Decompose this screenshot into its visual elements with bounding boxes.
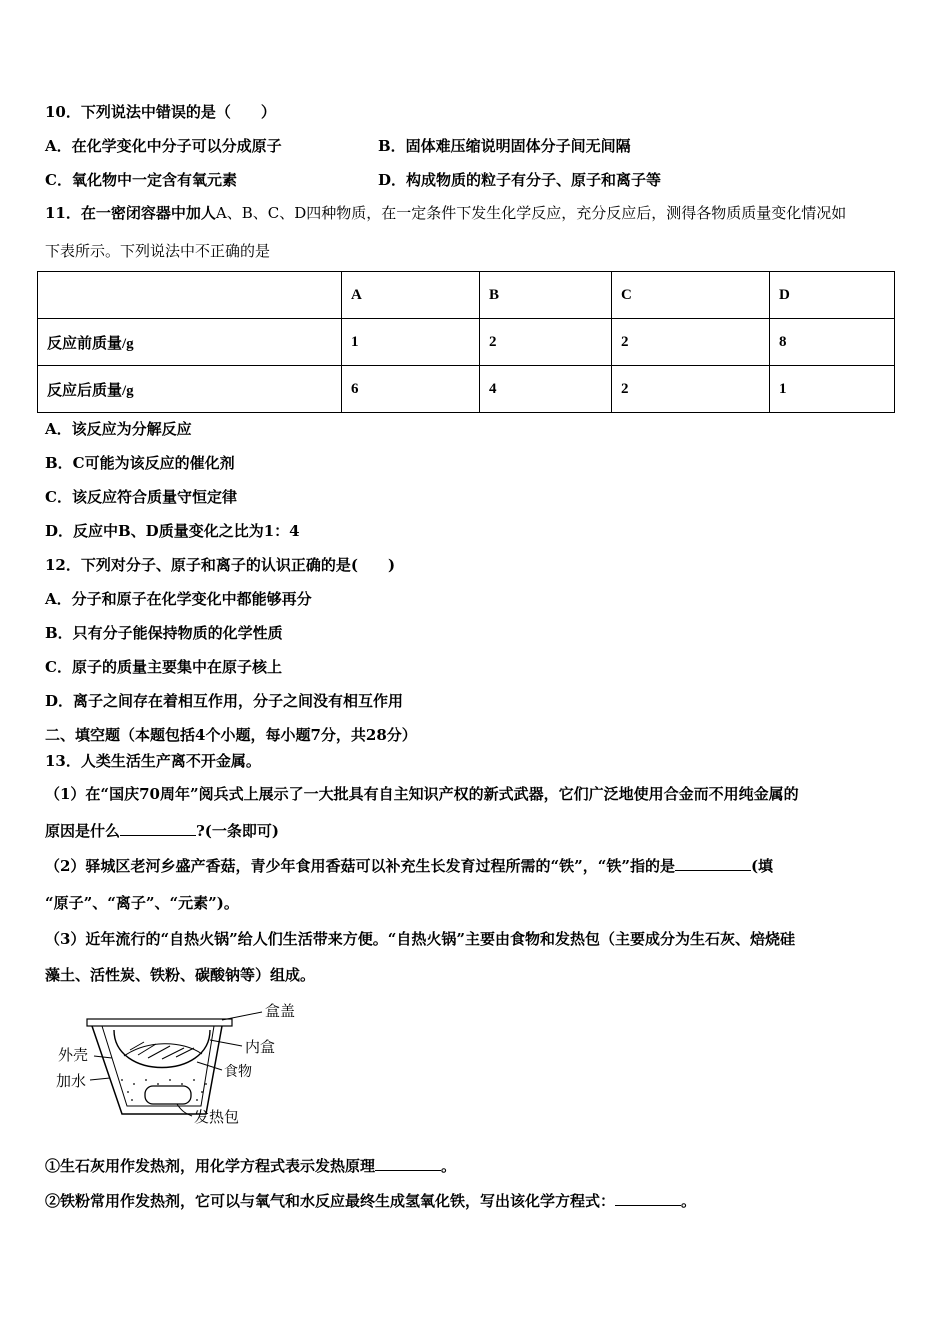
table-cell: 2 (480, 319, 612, 366)
q13-sub1-suffix: 。 (441, 1157, 457, 1175)
answer-blank[interactable] (120, 821, 196, 836)
food-shape (124, 1042, 202, 1059)
inner-box-shape (114, 1030, 210, 1068)
q10-option-b: B．固体难压缩说明固体分子间无间隔 (378, 137, 631, 155)
table-cell: 6 (342, 366, 480, 413)
q12-option-c: C．原子的质量主要集中在原子核上 (45, 658, 282, 676)
table-cell: 2 (612, 319, 770, 366)
q11-stem-number: 11．在一密闭容器中加人 (45, 204, 216, 222)
q13-part1-text: 原因是什么 (45, 822, 121, 840)
q13-part1-line2 (45, 821, 279, 841)
q13-sub1 (45, 1156, 456, 1176)
table-header-d: D (770, 272, 895, 319)
q11-stem-text: A、B、C、D四种物质，在一定条件下发生化学反应，充分反应后，测得各物质质量变化情况如 (215, 204, 847, 222)
q12-option-d: D．离子之间存在着相互作用，分子之间没有相互作用 (45, 692, 404, 710)
q13-stem: 13．人类生活生产离不开金属。 (45, 752, 261, 770)
q10-stem: 10．下列说法中错误的是（ ） (45, 103, 276, 121)
q12-option-b: B．只有分子能保持物质的化学性质 (45, 624, 283, 642)
table-cell (38, 272, 342, 319)
q11-stem-line1 (45, 203, 846, 223)
table-row (38, 366, 895, 413)
q11-stem-line2: 下表所示。下列说法中不正确的是 (45, 242, 271, 260)
table-header-row (38, 272, 895, 319)
label-outer-shell: 外壳 (58, 1046, 89, 1064)
label-lid: 盒盖 (265, 1002, 296, 1020)
table-header-b: B (480, 272, 612, 319)
heating-pack-shape (145, 1086, 191, 1104)
q13-part1-line1: （1）在“国庆70周年”阅兵式上展示了一大批具有自主知识产权的新式武器，它们广泛地使用合金而不用纯金属的 (45, 785, 799, 803)
label-water: 加水 (56, 1072, 87, 1090)
section-title: 二、填空题（本题包括4个小题，每小题7分，共28分） (45, 726, 417, 744)
q12-option-a: A．分子和原子在化学变化中都能够再分 (45, 590, 312, 608)
q13-sub2 (45, 1191, 696, 1211)
self-heating-pot-diagram (52, 1000, 312, 1130)
q13-part3-line2: 藻土、活性炭、铁粉、碳酸钠等）组成。 (45, 966, 316, 984)
table-cell: 8 (770, 319, 895, 366)
answer-blank[interactable] (375, 1156, 441, 1171)
q13-sub2-text: ②铁粉常用作发热剂，它可以与氧气和水反应最终生成氢氧化铁，写出该化学方程式： (45, 1192, 616, 1210)
table-row-label: 反应前质量/g (38, 319, 342, 366)
table-cell: 2 (612, 366, 770, 413)
q11-data-table (37, 271, 895, 413)
lid-shape (87, 1019, 232, 1026)
q13-part2-suffix: (填 (750, 857, 774, 875)
label-inner-box: 内盒 (245, 1038, 276, 1056)
table-row-label: 反应后质量/g (38, 366, 342, 413)
q13-sub1-text: ①生石灰用作发热剂，用化学方程式表示发热原理 (45, 1157, 376, 1175)
q12-stem: 12．下列对分子、原子和离子的认识正确的是( ) (45, 556, 396, 574)
table-header-c: C (612, 272, 770, 319)
q13-part2-line1 (45, 856, 773, 876)
table-cell: 1 (770, 366, 895, 413)
q13-part2-text: （2）驿城区老河乡盛产香菇，青少年食用香菇可以补充生长发育过程所需的“铁”，“铁”指的是 (45, 857, 675, 875)
table-row (38, 319, 895, 366)
q11-option-b: B．C可能为该反应的催化剂 (45, 454, 235, 472)
table-header-a: A (342, 272, 480, 319)
q13-part2-line2: “原子”、“离子”、“元素”)。 (45, 894, 239, 912)
q10-option-d: D．构成物质的粒子有分子、原子和离子等 (378, 171, 662, 189)
table-cell: 4 (480, 366, 612, 413)
q11-option-a: A．该反应为分解反应 (45, 420, 192, 438)
q10-option-c: C．氧化物中一定含有氧元素 (45, 171, 237, 189)
q13-part1-suffix: ?(一条即可) (196, 822, 279, 840)
q11-option-c: C．该反应符合质量守恒定律 (45, 488, 237, 506)
label-heating-pack: 发热包 (194, 1108, 240, 1126)
q11-option-d: D．反应中B、D质量变化之比为1：4 (45, 522, 300, 540)
q13-sub2-suffix: 。 (681, 1192, 697, 1210)
label-food: 食物 (224, 1064, 252, 1080)
answer-blank[interactable] (615, 1191, 681, 1206)
q10-option-a: A．在化学变化中分子可以分成原子 (45, 137, 282, 155)
answer-blank[interactable] (675, 856, 751, 871)
table-cell: 1 (342, 319, 480, 366)
q13-part3-line1: （3）近年流行的“自热火锅”给人们生活带来方便。“自热火锅”主要由食物和发热包（主要成分为生石灰、焙烧硅 (45, 930, 795, 948)
